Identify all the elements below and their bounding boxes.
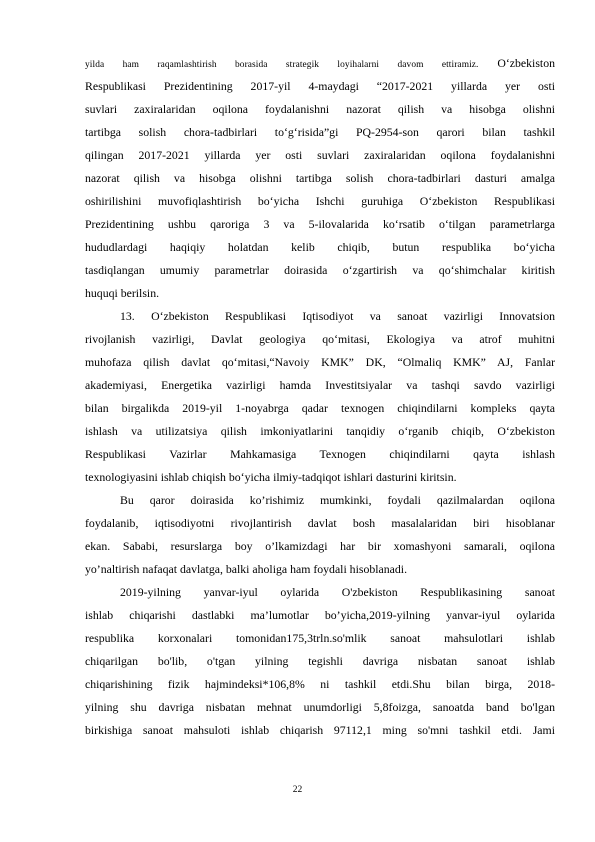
text-line: oshirilishini muvofiqlashtirish bo‘yicha Ishchi guruhiga O‘zbekiston Respublikasi	[85, 194, 555, 208]
text-line: Respublikasi Vazirlar Mahkamasiga Texnogen chiqindilarni qayta ishlash	[85, 447, 555, 461]
text-line-content: O‘zbekiston	[478, 56, 555, 70]
text-line: suvlari zaxiralaridan oqilona foydalanishni nazorat qilish va hisobga olishni	[85, 102, 555, 116]
text-line: texnologiyasini ishlab chiqish bo‘yicha ilmiy-tadqiqot ishlari dasturini kiritsin.	[85, 470, 457, 484]
text-line: muhofaza qilish davlat qo‘mitasi,“Navoiy KMK” DK, “Olmaliq KMK” AJ, Fanlar	[85, 355, 555, 369]
text-line: akademiyasi, Energetika vazirligi hamda Investitsiyalar va tashqi savdo vazirligi	[85, 378, 555, 392]
text-line: qilingan 2017-2021 yillarda yer osti suvlari zaxiralaridan oqilona foydalanishni	[85, 148, 555, 162]
text-line: Prezidentining ushbu qaroriga 3 va 5-ilovalarida ko‘rsatib o‘tilgan parametrlarga	[85, 217, 555, 231]
text-line: bilan birgalikda 2019-yil 1-noyabrga qadar texnogen chiqindilarni kompleks qayta	[85, 401, 555, 415]
text-line: tasdiqlangan umumiy parametrlar doirasida o‘zgartirish va qo‘shimchalar kiritish	[85, 263, 555, 277]
paragraph-first-line: 13. O‘zbekiston Respublikasi Iqtisodiyot va sanoat vazirligi Innovatsion	[120, 309, 555, 323]
text-line: chiqarilgan bo'lib, o'tgan yilning tegishli davriga nisbatan sanoat ishlab	[85, 654, 555, 668]
paragraph-first-line: 2019-yilning yanvar-iyul oylarida O'zbekiston Respublikasining sanoat	[120, 585, 555, 599]
text-line: ekan. Sababi, resurslarga boy o’lkamizdagi har bir xomashyoni samarali, oqilona	[85, 539, 555, 553]
text-line: yilning shu davriga nisbatan mehnat unumdorligi 5,8foizga, sanoatda band bo'lgan	[85, 700, 555, 714]
text-line: birkishiga sanoat mahsuloti ishlab chiqarish 97112,1 ming so'mni tashkil etdi. Jami	[85, 723, 555, 737]
text-line: ishlash va utilizatsiya qilish imkoniyatlarini tanqidiy o‘rganib chiqib, O‘zbekiston	[85, 424, 555, 438]
text-line: yo’naltirish nafaqat davlatga, balki aholiga ham foydali hisoblanadi.	[85, 562, 408, 576]
text-line-lead: yilda ham raqamlashtirish borasida strategik loyihalarni davom ettiramiz.	[85, 60, 479, 70]
paragraph-first-line: Bu qaror doirasida ko’rishimiz mumkinki, foydali qazilmalardan oqilona	[120, 493, 555, 507]
text-line: tartibga solish chora-tadbirlari to‘g‘risida”gi PQ-2954-son qarori bilan tashkil	[85, 125, 555, 139]
page-number: 22	[292, 785, 303, 795]
text-line	[85, 52, 555, 75]
text-line: respublika korxonalari tomonidan175,3trln.so'mlik sanoat mahsulotlari ishlab	[85, 631, 555, 645]
text-line: Respublikasi Prezidentining 2017-yil 4-maydagi “2017-2021 yillarda yer osti	[85, 79, 555, 93]
text-line: foydalanib, iqtisodiyotni rivojlantirish davlat bosh masalalaridan biri hisoblanar	[85, 516, 555, 530]
text-line: rivojlanish vazirligi, Davlat geologiya qo‘mitasi, Ekologiya va atrof muhitni	[85, 332, 555, 346]
text-line: hududlardagi haqiqiy holatdan kelib chiqib, butun respublika bo‘yicha	[85, 240, 555, 254]
text-line: nazorat qilish va hisobga olishni tartibga solish chora-tadbirlari dasturi amalga	[85, 171, 555, 185]
document-page	[85, 52, 555, 742]
text-line: chiqarishining fizik hajmindeksi*106,8% ni tashkil etdi.Shu bilan birga, 2018-	[85, 677, 555, 691]
text-line: ishlab chiqarishi dastlabki ma’lumotlar bo’yicha,2019-yilning yanvar-iyul oylarida	[85, 608, 555, 622]
text-line: huquqi berilsin.	[85, 286, 160, 300]
